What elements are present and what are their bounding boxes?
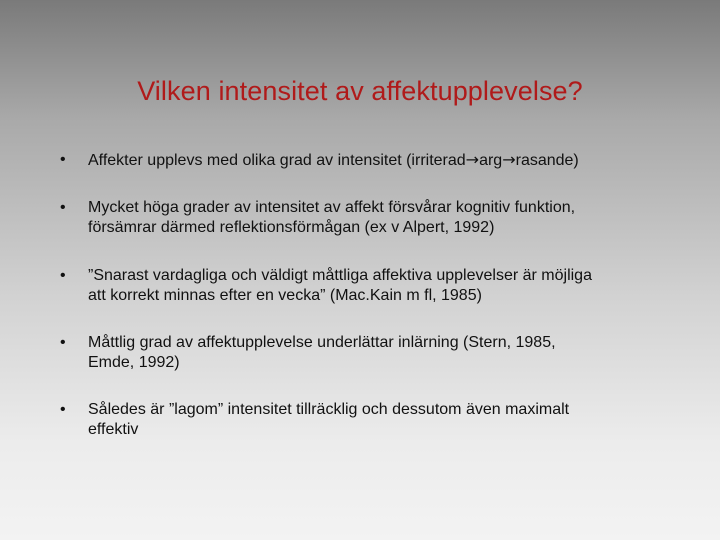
slide-title: Vilken intensitet av affektupplevelse?: [137, 76, 583, 106]
bullet-line: att korrekt minnas efter en vecka” (Mac.Kain m fl, 1985): [88, 287, 482, 304]
bullet-text: [88, 198, 660, 238]
bullet-marker: •: [60, 151, 66, 168]
bullet-marker: •: [60, 267, 66, 284]
bullet-item: [60, 333, 660, 373]
arrow-right-icon: →: [502, 150, 516, 169]
bullet-text-part: rasande): [515, 152, 579, 169]
bullet-text: [88, 400, 660, 440]
bullet-text: [88, 333, 660, 373]
bullet-text: [88, 150, 660, 171]
bullet-line: försämrar därmed reflektionsförmågan (ex v Alpert, 1992): [88, 219, 495, 236]
bullet-line: ”Snarast vardagliga och väldigt måttliga affektiva upplevelser är möjliga: [88, 267, 592, 284]
bullet-marker: •: [60, 334, 66, 351]
bullet-text: [88, 266, 660, 306]
bullet-marker: •: [60, 199, 66, 216]
bullet-text-part: arg: [479, 152, 503, 169]
bullet-item: [60, 400, 660, 440]
bullet-line: Mycket höga grader av intensitet av affekt försvårar kognitiv funktion,: [88, 199, 576, 216]
arrow-right-icon: →: [465, 150, 480, 169]
bullet-item: [60, 150, 660, 171]
bullet-line: Måttlig grad av affektupplevelse underlättar inlärning (Stern, 1985,: [88, 334, 556, 351]
bullet-text-part: Affekter upplevs med olika grad av intensitet (irriterad: [88, 152, 466, 169]
bullet-line: Emde, 1992): [88, 354, 180, 371]
bullet-item: [60, 198, 660, 238]
bullet-line: Således är ”lagom” intensitet tillräcklig och dessutom även maximalt: [88, 401, 570, 418]
bullet-item: [60, 266, 660, 306]
bullet-marker: •: [60, 401, 66, 418]
bullet-line: effektiv: [88, 421, 139, 438]
